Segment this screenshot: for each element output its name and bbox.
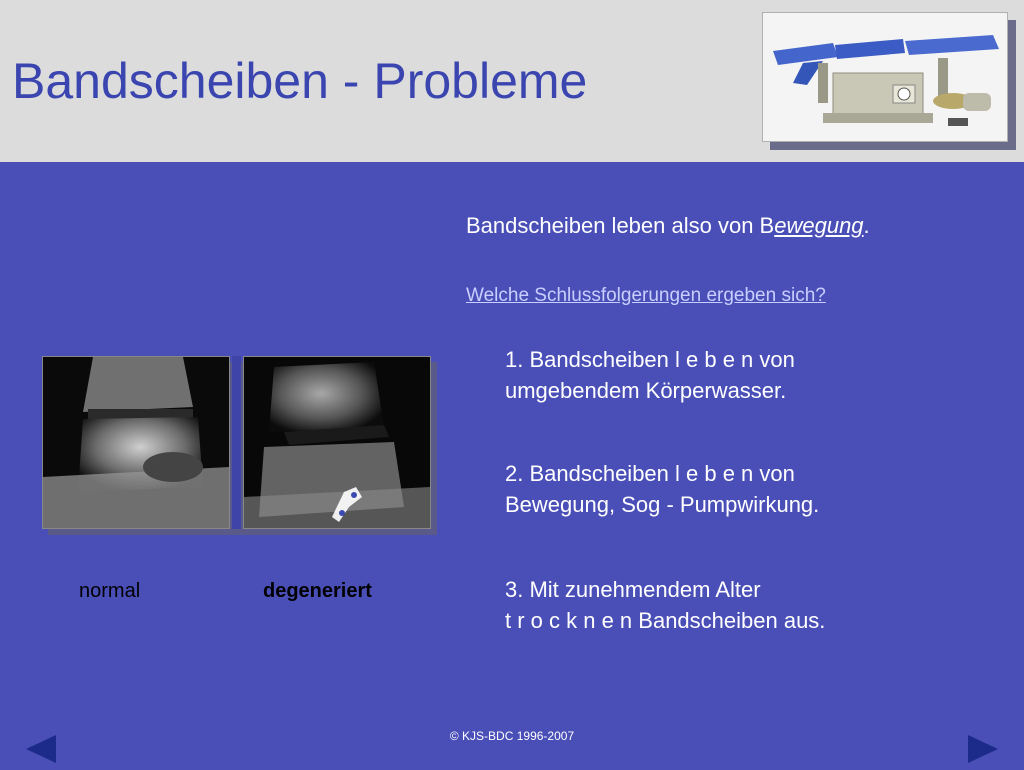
treatment-table-image	[763, 13, 1007, 141]
xray-degenerated-image	[243, 356, 431, 529]
treatment-table-photo	[762, 12, 1008, 142]
point-1: 1. Bandscheiben l e b e n von umgebendem Körperwasser.	[505, 347, 795, 403]
question-link[interactable]: Welche Schlussfolgerungen ergeben sich?	[466, 285, 826, 306]
page-title: Bandscheiben - Probleme	[12, 53, 588, 109]
intro-emphasis: ewegung	[774, 213, 864, 238]
spine-normal-image	[43, 357, 229, 528]
spine-degenerated-image	[244, 357, 430, 528]
intro-prefix: Bandscheiben leben also von B	[466, 213, 775, 238]
point-2: 2. Bandscheiben l e b e n von Bewegung, Sog - Pumpwirkung.	[505, 461, 820, 517]
point-3: 3. Mit zunehmendem Alter t r o c k n e n Bandscheiben aus.	[505, 577, 826, 633]
arrow-left-icon	[22, 733, 58, 765]
intro-suffix: .	[863, 213, 870, 238]
next-slide-button[interactable]	[966, 733, 1002, 765]
image-divider	[232, 356, 241, 529]
caption-degenerated: degeneriert	[263, 580, 372, 602]
xray-normal-image	[42, 356, 230, 529]
arrow-right-icon	[966, 733, 1002, 765]
intro-text	[466, 213, 870, 239]
copyright-footer: © KJS-BDC 1996-2007	[449, 729, 575, 743]
caption-normal: normal	[79, 580, 141, 602]
prev-slide-button[interactable]	[22, 733, 58, 765]
xray-images	[42, 356, 431, 529]
